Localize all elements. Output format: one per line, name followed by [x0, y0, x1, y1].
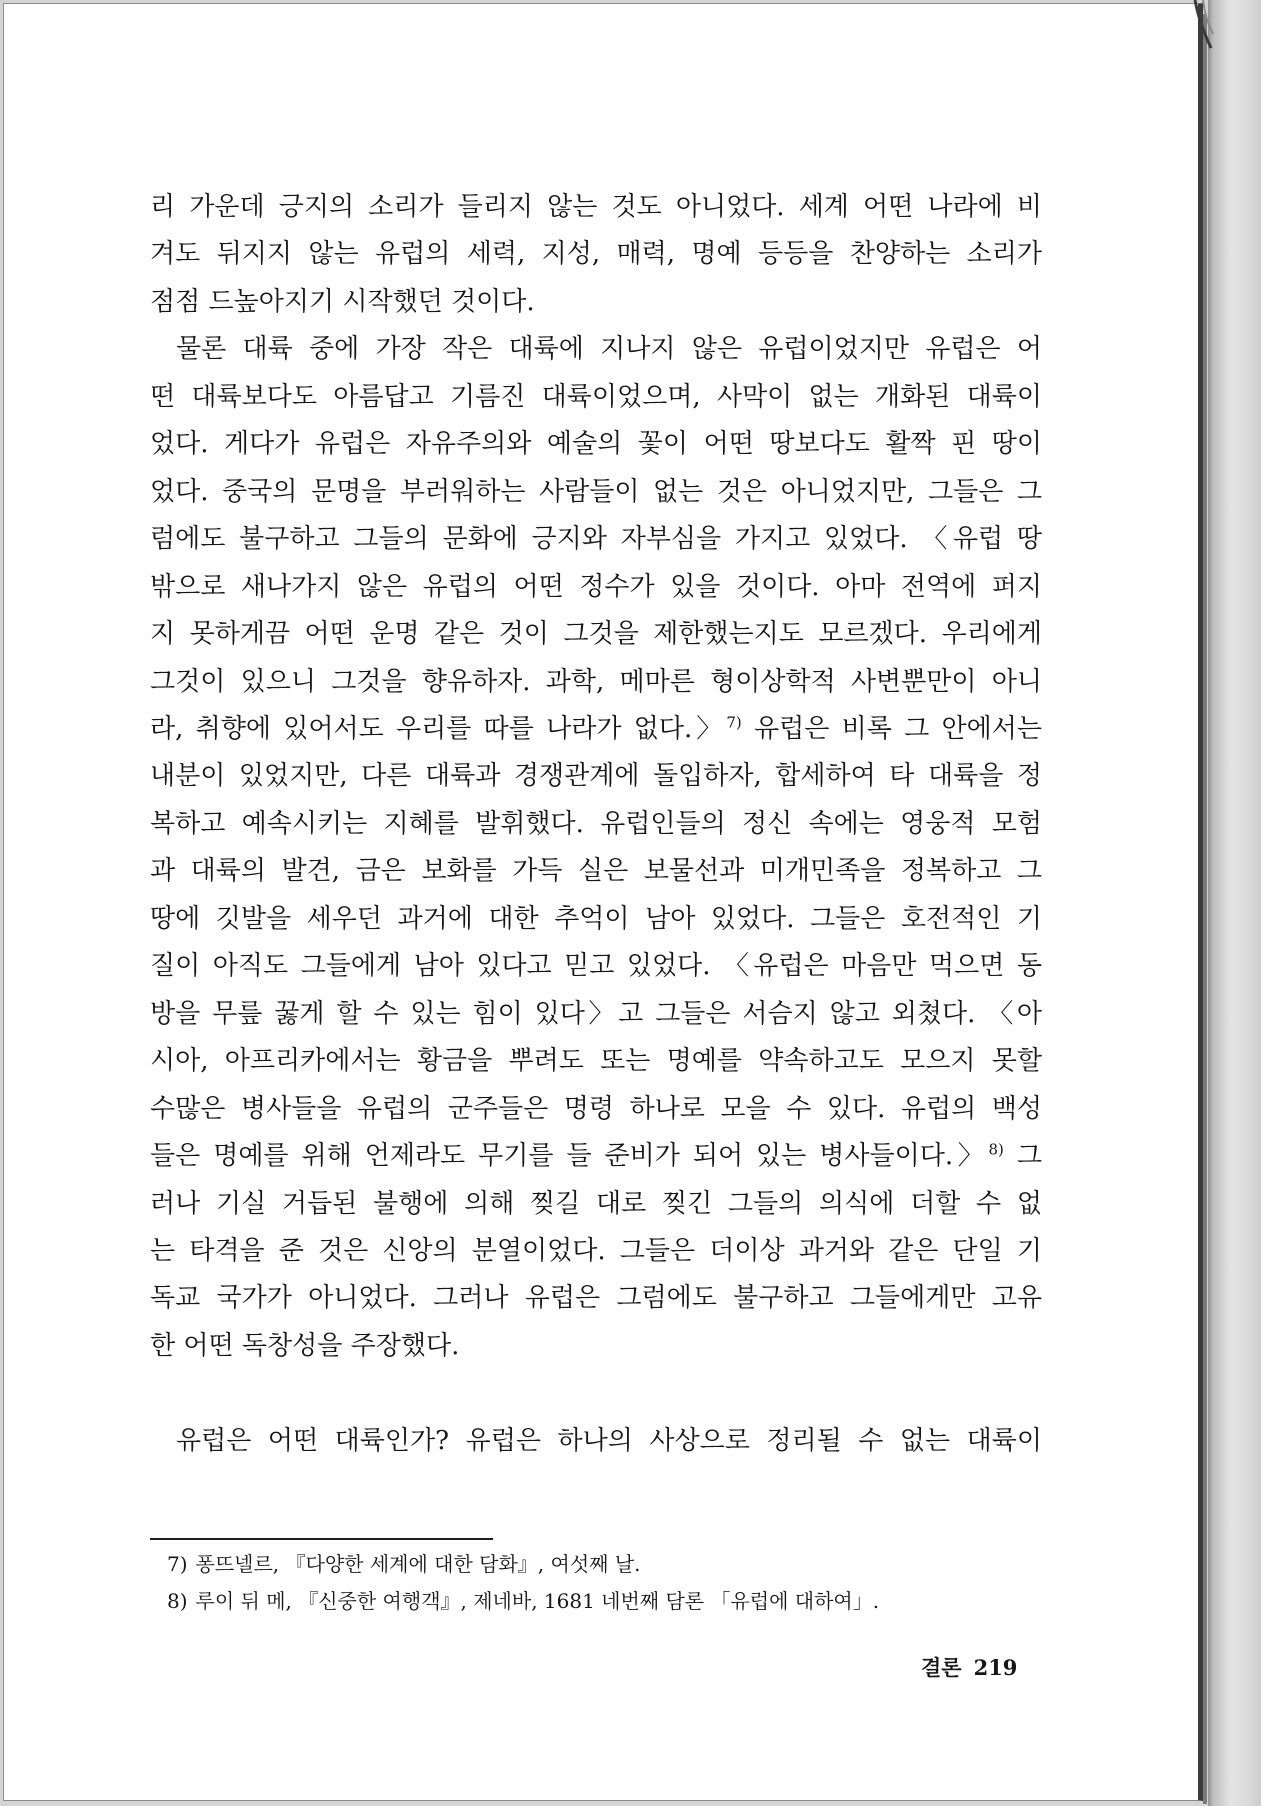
paragraph	[150, 326, 1042, 1370]
text-line: 떤 대륙보다도 아름답고 기름진 대륙이었으며, 사막이 없는 개화된 대륙이	[150, 381, 1042, 412]
text-line: 었다. 중국의 문명을 부러워하는 사람들이 없는 것은 아니었지만, 그들은 그	[150, 476, 1042, 507]
text-line: 내분이 있었지만, 다른 대륙과 경쟁관계에 돌입하자, 합세하여 타 대륙을 정	[150, 761, 1042, 792]
text-segment: 그	[1003, 1141, 1042, 1172]
text-line	[150, 1133, 1042, 1180]
paragraph	[150, 1418, 1042, 1465]
footnote-marker: 7)	[167, 1552, 188, 1576]
text-line: 방을 무릎 꿇게 할 수 있는 힘이 있다〉고 그들은 서슴지 않고 외쳤다. 〈아	[150, 998, 1042, 1029]
text-line: 복하고 예속시키는 지혜를 발휘했다. 유럽인들의 정신 속에는 영웅적 모험	[150, 808, 1042, 839]
text-line: 한 어떤 독창성을 주장했다.	[150, 1330, 460, 1361]
footnote-marker: 8)	[167, 1589, 188, 1613]
text-line: 질이 아직도 그들에게 남아 있다고 믿고 있었다. 〈유럽은 마음만 먹으면 동	[150, 951, 1042, 982]
text-line: 과 대륙의 발견, 금은 보화를 가득 실은 보물선과 미개민족을 정복하고 그	[150, 856, 1042, 887]
text-line: 수많은 병사들을 유럽의 군주들은 명령 하나로 모을 수 있다. 유럽의 백성	[150, 1093, 1042, 1124]
text-line: 는 타격을 준 것은 신앙의 분열이었다. 그들은 더이상 과거와 같은 단일 기	[150, 1235, 1042, 1266]
paragraph-gap	[150, 1370, 1042, 1417]
text-line: 러나 기실 거듭된 불행에 의해 찢길 대로 찢긴 그들의 의식에 더할 수 없	[150, 1188, 1042, 1219]
page-number: 219	[973, 1655, 1018, 1680]
text-line: 럼에도 불구하고 그들의 문화에 긍지와 자부심을 가지고 있었다. 〈유럽 땅	[150, 524, 1042, 555]
page-edge-shadow	[1203, 14, 1207, 1804]
page-footer	[921, 1652, 1017, 1682]
text-line: 그것이 있으니 그것을 향유하자. 과학, 메마른 형이상학적 사변뿐만이 아니	[150, 666, 1042, 697]
footnote-reference: 8)	[988, 1140, 1004, 1159]
paragraph	[150, 184, 1042, 326]
running-section-title: 결론	[921, 1655, 962, 1680]
background-strip	[1208, 0, 1261, 1806]
text-line: 리 가운데 긍지의 소리가 들리지 않는 것도 아니었다. 세계 어떤 나라에 비	[150, 192, 1042, 222]
text-line: 지 못하게끔 어떤 운명 같은 것이 그것을 제한했는지도 모르겠다. 우리에게	[150, 619, 1042, 650]
footnote-text: 퐁뜨넬르, 『다양한 세계에 대한 담화』, 여섯째 날.	[195, 1552, 641, 1576]
text-segment: 라, 취향에 있어서도 우리를 따를 나라가 없다.〉	[150, 713, 727, 744]
text-line: 었다. 게다가 유럽은 자유주의와 예술의 꽃이 어떤 땅보다도 활짝 핀 땅이	[150, 429, 1042, 460]
text-line: 땅에 깃발을 세우던 과거에 대한 추억이 남아 있었다. 그들은 호전적인 기	[150, 903, 1042, 934]
text-line: 유럽은 어떤 대륙인가? 유럽은 하나의 사상으로 정리될 수 없는 대륙이	[176, 1425, 1042, 1456]
text-line: 독교 국가가 아니었다. 그러나 유럽은 그럼에도 불구하고 그들에게만 고유	[150, 1283, 1042, 1314]
text-line: 겨도 뒤지지 않는 유럽의 세력, 지성, 매력, 명예 등등을 찬양하는 소리가	[150, 239, 1042, 270]
footnote-text: 루이 뒤 메, 『신중한 여행객』, 제네바, 1681 네번째 담론 「유럽에 대하여」.	[195, 1589, 880, 1613]
text-line: 물론 대륙 중에 가장 작은 대륙에 지나지 않은 유럽이었지만 유럽은 어	[176, 334, 1042, 365]
body-text	[150, 184, 1042, 1465]
footnote-divider	[150, 1538, 493, 1540]
page-curl-icon	[1185, 0, 1215, 50]
text-line	[150, 706, 1042, 753]
text-line: 시아, 아프리카에서는 황금을 뿌려도 또는 명예를 약속하고도 모으지 못할	[150, 1046, 1042, 1077]
footnote	[167, 1583, 1047, 1620]
footnote	[167, 1546, 1047, 1583]
text-segment: 들은 명예를 위해 언제라도 무기를 들 준비가 되어 있는 병사들이다.〉	[150, 1141, 989, 1172]
text-line: 밖으로 새나가지 않은 유럽의 어떤 정수가 있을 것이다. 아마 전역에 퍼지	[150, 571, 1042, 602]
text-line: 점점 드높아지기 시작했던 것이다.	[150, 286, 535, 317]
footnotes	[167, 1546, 1047, 1620]
text-segment: 유럽은 비록 그 안에서는	[741, 713, 1042, 744]
footnote-reference: 7)	[726, 713, 742, 732]
